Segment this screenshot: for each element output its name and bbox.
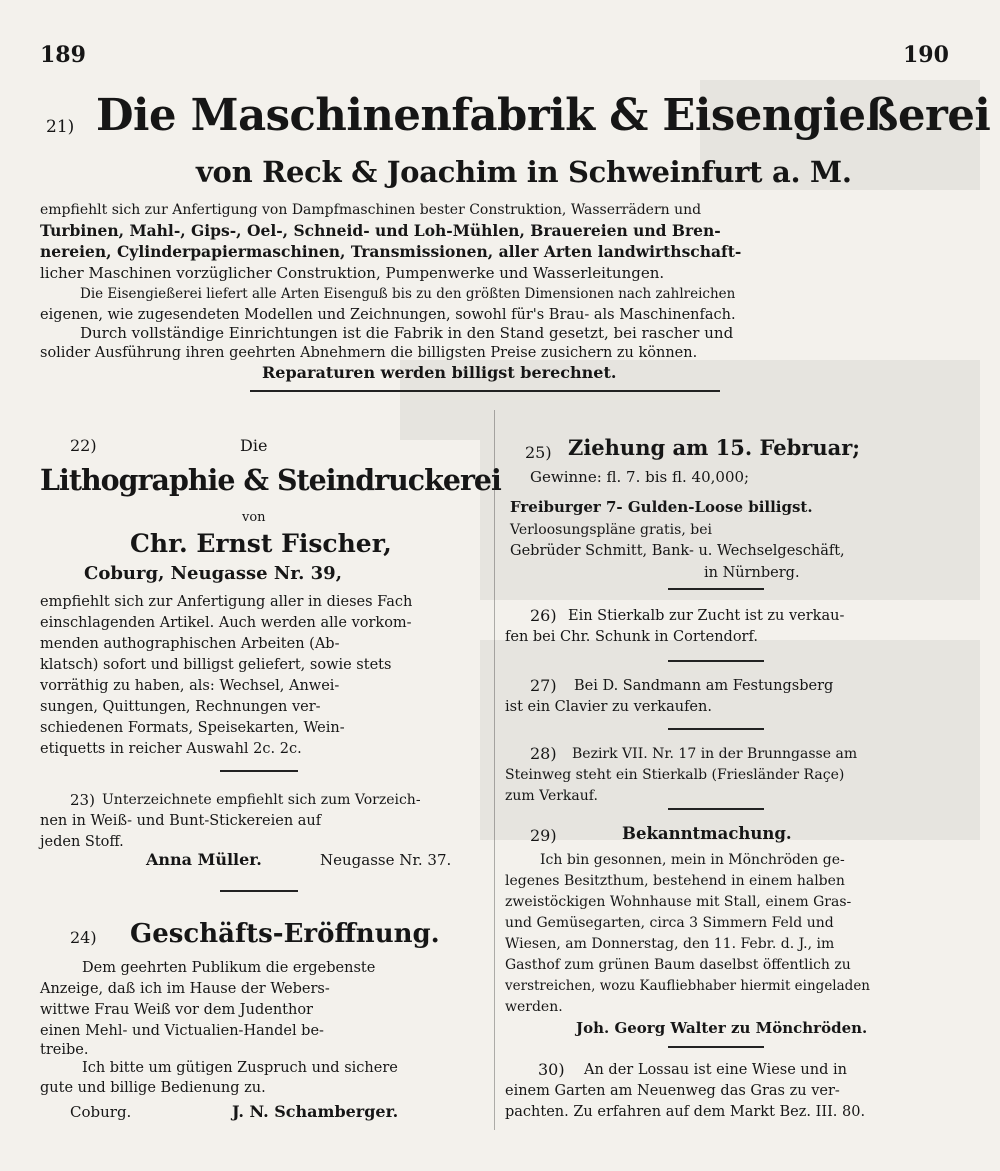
ad-text-line: zweistöckigen Wohnhause mit Stall, einem Gras- bbox=[505, 894, 852, 910]
ad-text-line: Unterzeichnete empfiehlt sich zum Vorzeich- bbox=[102, 792, 421, 808]
ad-footer: Reparaturen werden billigst berechnet. bbox=[262, 363, 617, 382]
divider bbox=[668, 660, 764, 662]
ad-subtitle: von Reck & Joachim in Schweinfurt a. M. bbox=[196, 155, 852, 189]
ad-text-line: Gasthof zum grünen Baum daselbst öffentlich zu bbox=[505, 957, 851, 973]
ad-text-line: empfiehlt sich zur Anfertigung aller in dieses Fach bbox=[40, 594, 413, 610]
ad-text-line: Durch vollständige Einrichtungen ist die Fabrik in den Stand gesetzt, bei rascher und bbox=[80, 324, 734, 342]
divider bbox=[668, 1046, 764, 1048]
ad-text-line: Ein Stierkalb zur Zucht ist zu verkau- bbox=[568, 608, 845, 624]
ad-text-line: Ich bin gesonnen, mein in Mönchröden ge- bbox=[540, 852, 845, 868]
bleed-through-shadow bbox=[480, 640, 980, 840]
ad-number: 24) bbox=[70, 928, 97, 947]
ad-text-line: sungen, Quittungen, Rechnungen ver- bbox=[40, 699, 321, 715]
ad-text-line: verstreichen, wozu Kaufliebhaber hiermit eingeladen bbox=[505, 978, 871, 994]
ad-number: 21) bbox=[46, 117, 75, 137]
ad-text-line: wittwe Frau Weiß vor dem Judenthor bbox=[40, 1002, 313, 1018]
ad-text-line: treibe. bbox=[40, 1042, 89, 1058]
ad-text-line: licher Maschinen vorzüglicher Construktion, Pumpenwerke und Wasserleitungen. bbox=[40, 264, 665, 282]
ad-address: Neugasse Nr. 37. bbox=[320, 851, 452, 869]
ad-text-line: Gewinne: fl. 7. bis fl. 40,000; bbox=[530, 468, 750, 486]
divider bbox=[250, 390, 720, 392]
ad-name: Chr. Ernst Fischer, bbox=[130, 529, 392, 558]
ad-text-line: Bei D. Sandmann am Festungsberg bbox=[574, 678, 834, 694]
page-number-right: 190 bbox=[903, 42, 949, 68]
ad-text-line: etiquetts in reicher Auswahl 2c. 2c. bbox=[40, 741, 302, 757]
ad-number: 29) bbox=[530, 826, 557, 845]
ad-title: Ziehung am 15. Februar; bbox=[568, 435, 861, 460]
ad-text-line: An der Lossau ist eine Wiese und in bbox=[584, 1062, 847, 1078]
ad-title: Lithographie & Steindruckerei bbox=[40, 463, 501, 497]
ad-text-line: Bezirk VII. Nr. 17 in der Brunngasse am bbox=[572, 746, 858, 762]
ad-text-line: Gebrüder Schmitt, Bank- u. Wechselgeschäft, bbox=[510, 543, 845, 559]
divider bbox=[668, 808, 764, 810]
page-number-left: 189 bbox=[40, 42, 86, 68]
ad-von: von bbox=[242, 510, 266, 525]
ad-number: 30) bbox=[538, 1060, 565, 1079]
ad-text-line: schiedenen Formats, Speisekarten, Wein- bbox=[40, 720, 345, 736]
ad-number: 28) bbox=[530, 744, 557, 763]
ad-die: Die bbox=[240, 436, 268, 455]
divider bbox=[220, 890, 298, 892]
ad-text-line: werden. bbox=[505, 999, 563, 1015]
ad-text-line: Dem geehrten Publikum die ergebenste bbox=[82, 960, 376, 976]
ad-number: 22) bbox=[70, 436, 97, 455]
ad-text-line: Wiesen, am Donnerstag, den 11. Febr. d. J., im bbox=[505, 936, 835, 952]
ad-signature: Anna Müller. bbox=[146, 850, 262, 869]
ad-signature: Joh. Georg Walter zu Mönchröden. bbox=[576, 1019, 868, 1037]
ad-text-line: empfiehlt sich zur Anfertigung von Dampfmaschinen bester Construktion, Wasserrädern und bbox=[40, 202, 702, 218]
ad-text-line: eigenen, wie zugesendeten Modellen und Zeichnungen, sowohl für's Brau- als Maschinenfach. bbox=[40, 307, 736, 323]
ad-place: Coburg. bbox=[70, 1103, 132, 1121]
ad-text-line: menden authographischen Arbeiten (Ab- bbox=[40, 636, 340, 652]
ad-text-line: Ich bitte um gütigen Zuspruch und sichere bbox=[82, 1060, 398, 1076]
divider bbox=[220, 770, 298, 772]
ad-address: Coburg, Neugasse Nr. 39, bbox=[84, 563, 342, 584]
ad-text-line: einschlagenden Artikel. Auch werden alle vorkom- bbox=[40, 615, 412, 631]
ad-text-line: Die Eisengießerei liefert alle Arten Eisenguß bis zu den größten Dimensionen nach zahlreichen bbox=[80, 286, 736, 302]
column-separator bbox=[494, 410, 495, 1130]
ad-text-line: klatsch) sofort und billigst geliefert, sowie stets bbox=[40, 657, 392, 673]
ad-text-line: nen in Weiß- und Bunt-Stickereien auf bbox=[40, 813, 322, 829]
ad-text-line: legenes Besitzthum, bestehend in einem halben bbox=[505, 873, 845, 889]
ad-text-line: jeden Stoff. bbox=[40, 834, 124, 850]
ad-number: 23) bbox=[70, 791, 95, 809]
ad-text-line: zum Verkauf. bbox=[505, 788, 598, 804]
ad-title: Bekanntmachung. bbox=[622, 824, 792, 843]
ad-text-line: Turbinen, Mahl-, Gips-, Oel-, Schneid- und Loh-Mühlen, Brauereien und Bren- bbox=[40, 221, 721, 240]
ad-number: 26) bbox=[530, 606, 557, 625]
ad-number: 27) bbox=[530, 676, 557, 695]
ad-text-line: einem Garten am Neuenweg das Gras zu ver- bbox=[505, 1083, 840, 1099]
ad-text-line: und Gemüsegarten, circa 3 Simmern Feld und bbox=[505, 915, 834, 931]
ad-number: 25) bbox=[525, 443, 552, 462]
divider bbox=[668, 588, 764, 590]
ad-text-line: einen Mehl- und Victualien-Handel be- bbox=[40, 1023, 324, 1039]
ad-text-line: fen bei Chr. Schunk in Cortendorf. bbox=[505, 629, 758, 645]
ad-text-line: Anzeige, daß ich im Hause der Webers- bbox=[40, 981, 330, 997]
ad-text-line: pachten. Zu erfahren auf dem Markt Bez. III. 80. bbox=[505, 1104, 866, 1120]
ad-text-line: in Nürnberg. bbox=[704, 565, 800, 581]
ad-text-line: gute und billige Bedienung zu. bbox=[40, 1080, 266, 1096]
ad-text-line: Verloosungspläne gratis, bei bbox=[510, 522, 712, 538]
ad-text-line: solider Ausführung ihren geehrten Abnehmern die billigsten Preise zusichern zu können. bbox=[40, 345, 698, 361]
ad-signature: J. N. Schamberger. bbox=[232, 1102, 399, 1121]
ad-title: Geschäfts-Eröffnung. bbox=[130, 919, 440, 949]
ad-text-line: vorräthig zu haben, als: Wechsel, Anwei- bbox=[40, 678, 340, 694]
ad-title: Die Maschinenfabrik & Eisengießerei bbox=[96, 90, 991, 141]
ad-text-line: ist ein Clavier zu verkaufen. bbox=[505, 699, 712, 715]
ad-text-line: Freiburger 7- Gulden-Loose billigst. bbox=[510, 498, 813, 516]
ad-text-line: Steinweg steht ein Stierkalb (Friesländer Raçe) bbox=[505, 767, 845, 783]
divider bbox=[668, 728, 764, 730]
ad-text-line: nereien, Cylinderpapiermaschinen, Transmissionen, aller Arten landwirthschaft- bbox=[40, 242, 742, 261]
